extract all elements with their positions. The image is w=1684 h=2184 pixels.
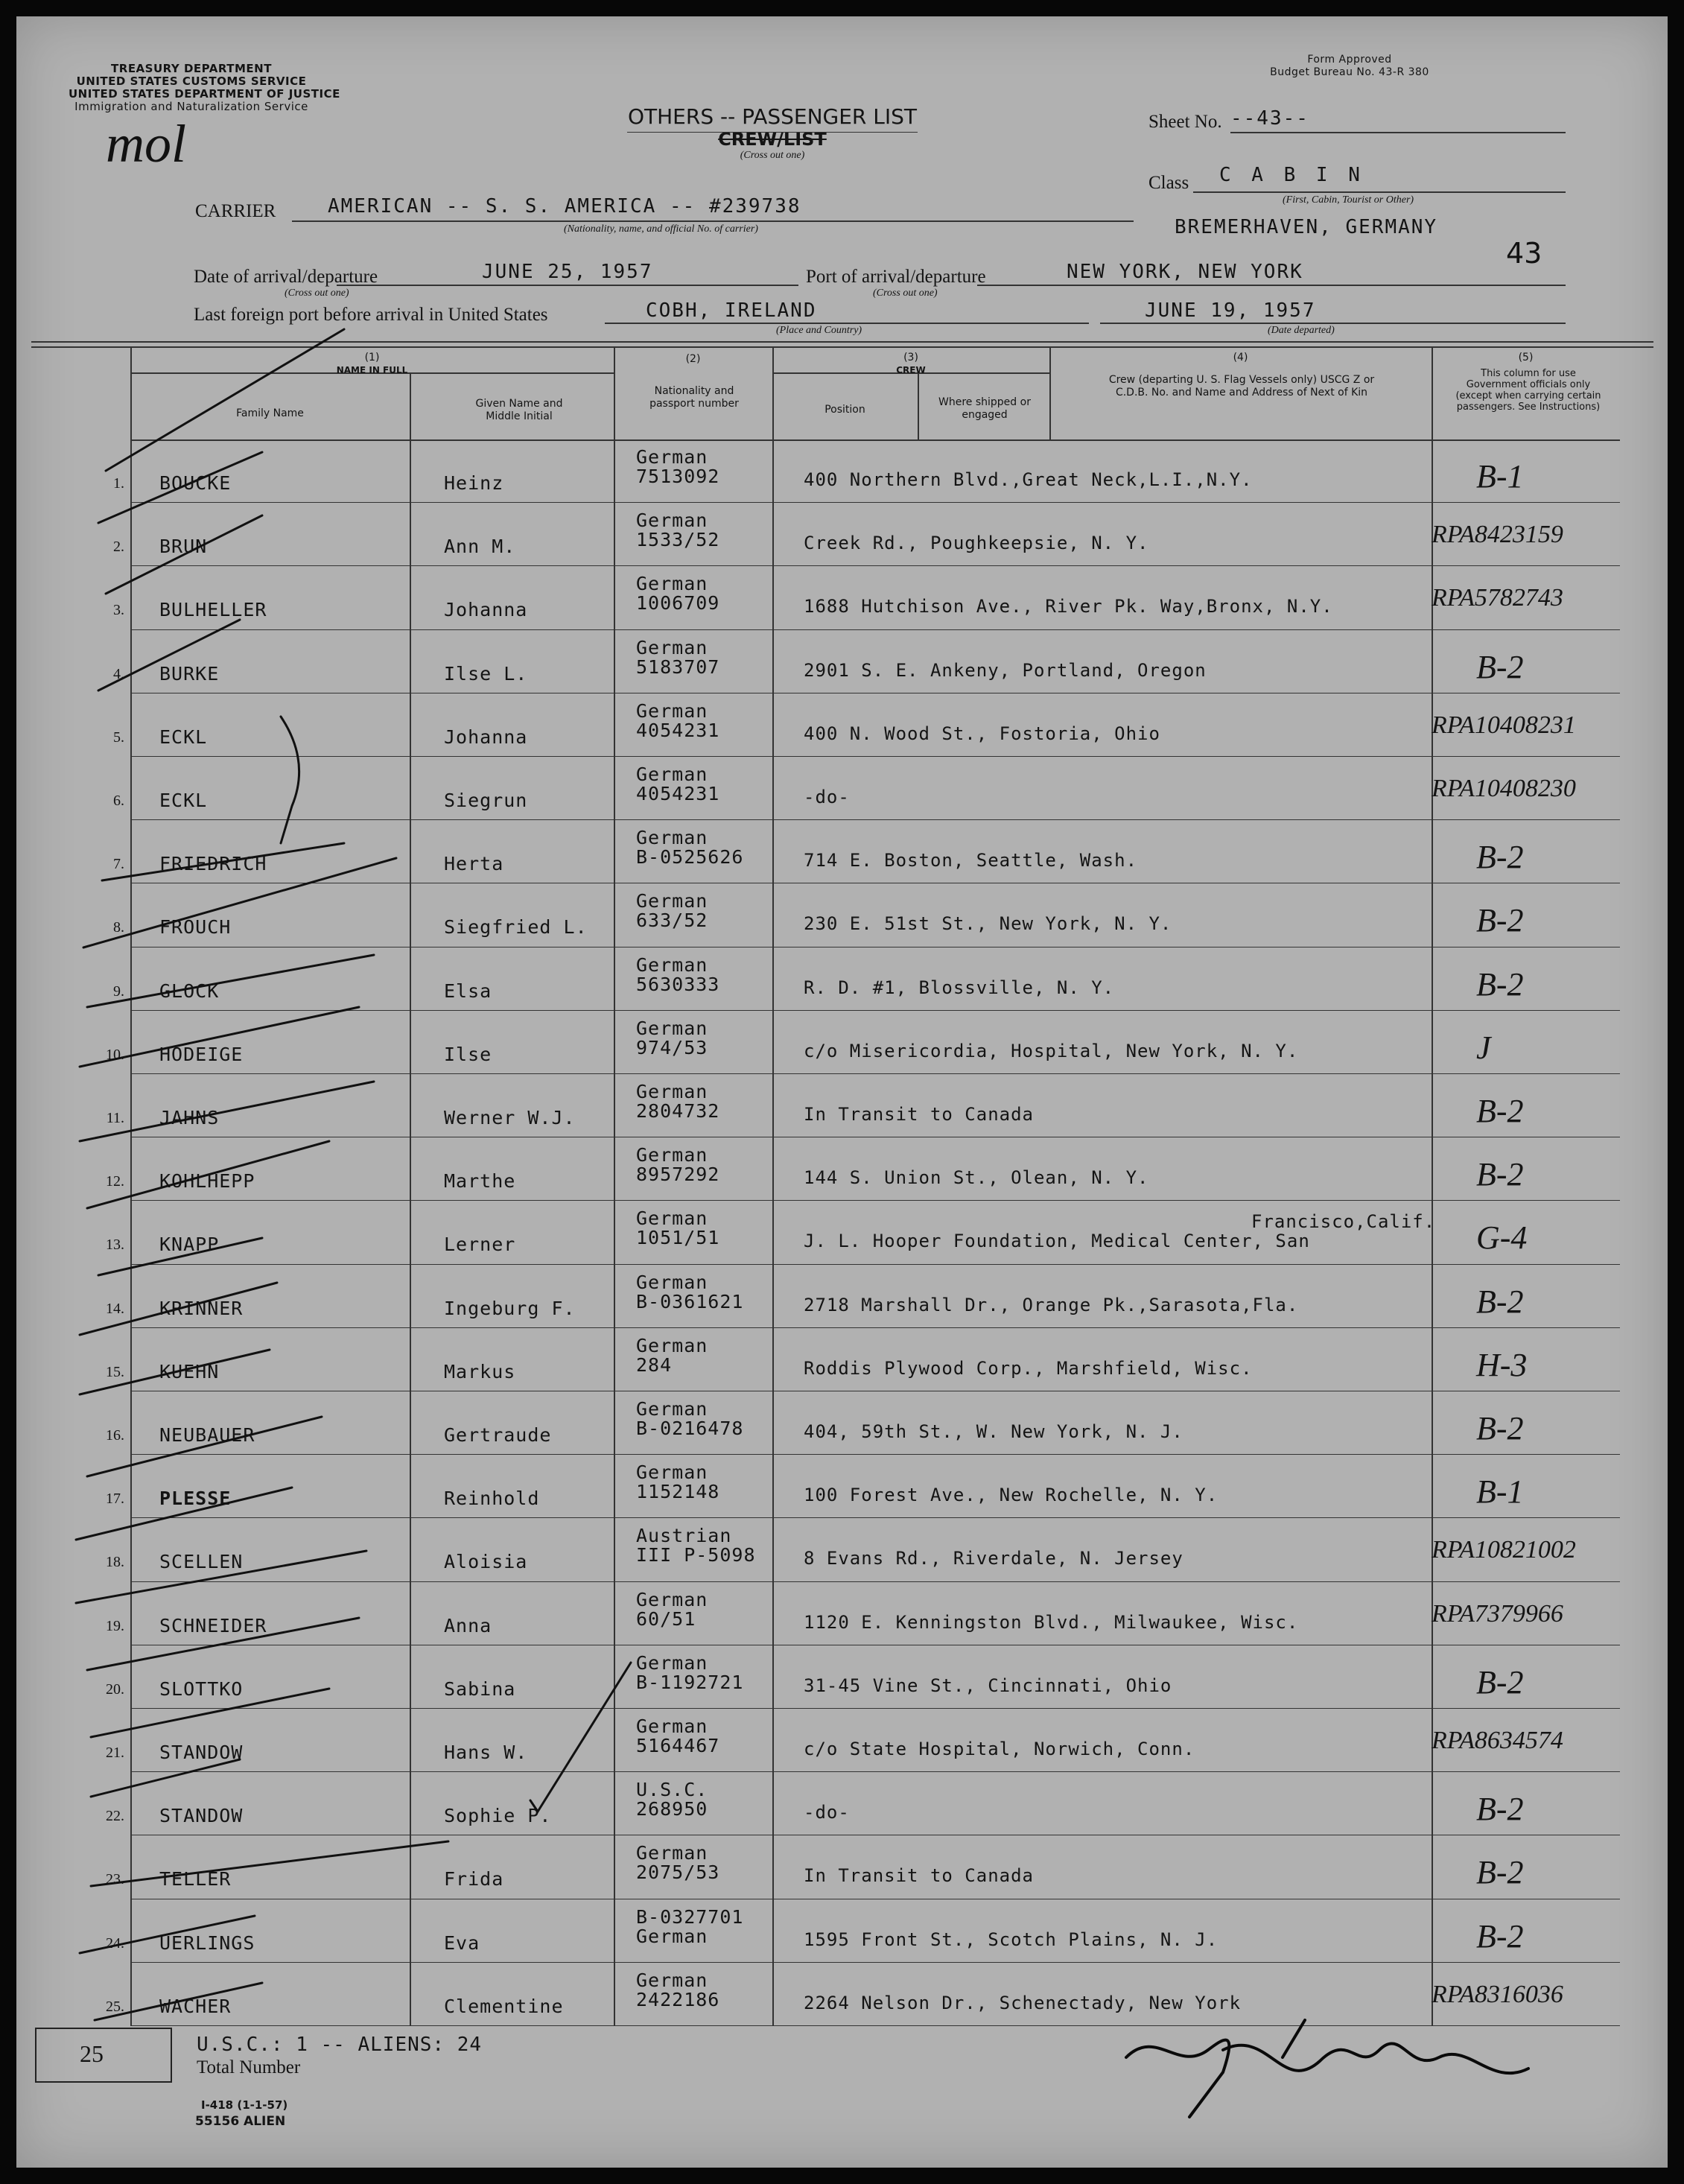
address: 100 Forest Ave., New Rochelle, N. Y.: [804, 1485, 1218, 1506]
address: 2901 S. E. Ankeny, Portland, Oregon: [804, 659, 1207, 681]
given-name: Sabina: [444, 1677, 516, 1700]
visa-code: RPA10821002: [1432, 1536, 1576, 1564]
given-name: Siegfried L.: [444, 916, 588, 939]
row-number: 12.: [106, 1173, 124, 1190]
given-name: Ingeburg F.: [444, 1297, 576, 1319]
passport-number: 1051/51: [636, 1227, 720, 1249]
arrival-date-value: JUNE 25, 1957: [482, 261, 653, 283]
family-name: KRINNER: [159, 1297, 244, 1319]
passport-number: 4054231: [636, 783, 720, 804]
last-port-caption: (Place and Country): [776, 325, 862, 336]
family-name: GLOCK: [159, 980, 220, 1002]
given-name: Aloisia: [444, 1551, 528, 1573]
passport-number: III P-5098: [636, 1544, 756, 1566]
form-id: I-418 (1-1-57): [201, 2098, 288, 2112]
class-label: Class: [1148, 173, 1189, 193]
row-number: 22.: [106, 1808, 124, 1825]
nationality: German: [636, 953, 708, 976]
check-stroke-14: [87, 1417, 322, 1476]
given-name: Elsa: [444, 980, 492, 1002]
given-name: Frida: [444, 1868, 504, 1891]
departure-port-line: BREMERHAVEN, GERMANY: [1175, 216, 1438, 238]
sheet-value: --43--: [1230, 107, 1309, 130]
visa-code: B-2: [1476, 1093, 1524, 1129]
row-number: 8.: [113, 919, 124, 936]
family-name: BOUCKE: [159, 472, 232, 494]
family-name: BULHELLER: [159, 599, 267, 621]
family-name: BURKE: [159, 662, 220, 685]
visa-code: B-2: [1476, 648, 1524, 685]
signature-icon: [1126, 2020, 1528, 2117]
passport-number: B-0361621: [636, 1290, 744, 1312]
given-name: Herta: [444, 853, 504, 875]
arrival-port-label: Port of arrival/departure: [806, 267, 986, 287]
last-port-value: COBH, IRELAND: [646, 299, 817, 322]
col1-num: (1): [364, 352, 380, 364]
row-number: 20.: [106, 1680, 124, 1698]
visa-code: B-1: [1476, 458, 1524, 495]
row-number: 3.: [113, 602, 124, 619]
passport-number: 974/53: [636, 1036, 708, 1058]
family-name: KOHLHEPP: [159, 1170, 255, 1193]
address: J. L. Hooper Foundation, Medical Center, San: [804, 1231, 1310, 1252]
check-stroke-2: [98, 452, 262, 523]
total-box-number: 25: [80, 2040, 104, 2067]
agency-line-4: Immigration and Naturalization Service: [74, 100, 308, 113]
visa-code: J: [1476, 1029, 1491, 1066]
passport-number: 4054231: [636, 719, 720, 741]
visa-code: G-4: [1476, 1219, 1528, 1257]
given-name: Heinz: [444, 472, 504, 494]
last-port-date: JUNE 19, 1957: [1145, 299, 1316, 322]
passport-number: 60/51: [636, 1607, 696, 1630]
form-approval-line-2: Budget Bureau No. 43-R 380: [1270, 66, 1429, 78]
given-name: Johanna: [444, 599, 528, 621]
row-number: 24.: [106, 1934, 124, 1952]
nationality: German: [636, 1969, 708, 1991]
address: Creek Rd., Poughkeepsie, N. Y.: [804, 533, 1149, 554]
passport-number: 5164467: [636, 1735, 720, 1756]
check-stroke-20: [91, 1841, 448, 1886]
visa-code: B-2: [1476, 1663, 1524, 1701]
given-name: Sophie P.: [444, 1805, 552, 1827]
check-stroke-8: [80, 1007, 359, 1067]
nationality: German: [636, 1144, 708, 1166]
handwritten-number: 43: [1506, 237, 1542, 270]
passport-number: 1152148: [636, 1481, 720, 1503]
passport-number: 1006709: [636, 592, 720, 615]
check-stroke-16: [76, 1551, 366, 1603]
passport-number: B-0216478: [636, 1418, 744, 1439]
nationality: German: [636, 1715, 708, 1737]
row-number: 2.: [113, 539, 124, 556]
handwritten-note: mol: [106, 114, 186, 174]
visa-code: B-2: [1476, 1283, 1524, 1320]
address: 230 E. 51st St., New York, N. Y.: [804, 913, 1172, 935]
check-stroke-15: [76, 1488, 292, 1540]
address: Roddis Plywood Corp., Marshfield, Wisc.: [804, 1357, 1253, 1379]
address: 2264 Nelson Dr., Schenectady, New York: [804, 1992, 1242, 2013]
visa-code: RPA7379966: [1432, 1599, 1563, 1628]
row-number: 15.: [106, 1363, 124, 1380]
address: 1688 Hutchison Ave., River Pk. Way,Bronx, N.Y.: [804, 596, 1333, 618]
visa-code: B-2: [1476, 965, 1524, 1003]
nationality: Austrian: [636, 1525, 732, 1547]
row-number: 18.: [106, 1554, 124, 1571]
last-port-label: Last foreign port before arrival in United States: [194, 305, 548, 325]
address: -do-: [804, 1802, 850, 1823]
address: In Transit to Canada: [804, 1865, 1034, 1887]
visa-code: RPA5782743: [1432, 584, 1563, 612]
family-name: ECKL: [159, 726, 208, 748]
nationality: German: [636, 1651, 708, 1674]
given-name: Eva: [444, 1931, 480, 1954]
nationality: German: [636, 699, 708, 722]
visa-code: RPA8634574: [1432, 1727, 1563, 1754]
visa-code: B-1: [1476, 1473, 1524, 1511]
row-number: 1.: [113, 475, 124, 492]
family-name: NEUBAUER: [159, 1424, 255, 1446]
title-caption: (Cross out one): [740, 150, 805, 161]
address: In Transit to Canada: [804, 1104, 1034, 1125]
visa-code: B-2: [1476, 1410, 1524, 1447]
check-stroke-11: [98, 1238, 262, 1275]
col5-num: (5): [1518, 352, 1534, 364]
check-stroke-5: [102, 843, 344, 880]
nationality: German: [636, 1207, 708, 1230]
family-name: STANDOW: [159, 1805, 244, 1827]
last-port-date-caption: (Date departed): [1268, 325, 1335, 336]
visa-code: B-2: [1476, 1917, 1524, 1955]
col4-num: (4): [1233, 352, 1248, 364]
given-name: Hans W.: [444, 1742, 528, 1763]
row-number: 6.: [113, 793, 124, 809]
row-number: 23.: [106, 1871, 124, 1888]
address: c/o Misericordia, Hospital, New York, N. Y.: [804, 1040, 1299, 1061]
row-number: 21.: [106, 1745, 124, 1761]
address: 8 Evans Rd., Riverdale, N. Jersey: [804, 1548, 1183, 1569]
agency-line-3: UNITED STATES DEPARTMENT OF JUSTICE: [69, 87, 340, 101]
address: 400 N. Wood St., Fostoria, Ohio: [804, 723, 1160, 744]
given-name: Lerner: [444, 1234, 516, 1256]
given-name: Ann M.: [444, 536, 516, 558]
address: 404, 59th St., W. New York, N. J.: [804, 1421, 1183, 1442]
visa-code: B-2: [1476, 1854, 1524, 1891]
row-number: 17.: [106, 1491, 124, 1508]
passport-number: B-0525626: [636, 846, 744, 869]
col1-title: NAME IN FULL: [336, 365, 408, 375]
nationality: German: [636, 1398, 708, 1420]
given-name: Markus: [444, 1360, 516, 1383]
family-name: SCHNEIDER: [159, 1614, 267, 1637]
family-name: WACHER: [159, 1995, 232, 2017]
given-name: Clementine: [444, 1995, 564, 2017]
check-stroke-4: [98, 620, 240, 691]
nationality: German: [636, 510, 708, 532]
given-name: Reinhold: [444, 1488, 540, 1510]
family-name: FRIEDRICH: [159, 853, 267, 875]
family-name: PLESSE: [159, 1488, 232, 1510]
check-stroke-13: [80, 1350, 270, 1394]
col2-title: Nationality and passport number: [649, 385, 739, 410]
passport-number: 284: [636, 1353, 673, 1376]
family-name: KNAPP: [159, 1234, 220, 1256]
manifest-sheet: [16, 16, 1668, 2168]
row-number: 14.: [106, 1300, 124, 1317]
title-line-2: CREW/LIST: [718, 129, 827, 150]
address: 2718 Marshall Dr., Orange Pk.,Sarasota,Fla.: [804, 1294, 1299, 1315]
family-name: BRUN: [159, 536, 208, 558]
family-name: STANDOW: [159, 1742, 244, 1763]
passport-number: B-1192721: [636, 1671, 744, 1693]
nationality: German: [636, 890, 708, 912]
col5-title: This column for use Government officials only (except when carrying certain passengers. See Instructions): [1455, 368, 1601, 413]
nationality: German: [636, 1334, 708, 1356]
class-value: C A B I N: [1219, 164, 1364, 186]
carrier-label: CARRIER: [195, 201, 276, 221]
given-name: Marthe: [444, 1170, 516, 1193]
family-name-header: Family Name: [236, 407, 304, 419]
address: 1595 Front St., Scotch Plains, N. J.: [804, 1929, 1218, 1950]
arrival-date-caption: (Cross out one): [285, 288, 349, 299]
arrival-date-label: Date of arrival/departure: [194, 267, 378, 287]
nationality: U.S.C.: [636, 1779, 708, 1801]
row-number: 11.: [106, 1110, 124, 1126]
col3-title: CREW: [896, 365, 926, 375]
row-number: 19.: [106, 1617, 124, 1634]
given-name: Anna: [444, 1614, 492, 1637]
check-stroke-12: [80, 1283, 277, 1335]
given-name: Johanna: [444, 726, 528, 748]
row-number: 9.: [113, 983, 124, 1000]
check-stroke-22: [95, 1983, 262, 2020]
nationality: German: [636, 1081, 708, 1102]
address-continued: Francisco,Calif.: [1251, 1211, 1436, 1233]
passport-number: 2422186: [636, 1988, 720, 2010]
family-name: KUEHN: [159, 1360, 220, 1383]
title-line-1: OTHERS -- PASSENGER LIST: [627, 104, 918, 129]
check-stroke-7: [87, 955, 374, 1007]
sheet-label: Sheet No.: [1148, 112, 1222, 132]
row-number: 7.: [113, 856, 124, 873]
nationality: German: [636, 1588, 708, 1610]
footer-summary: U.S.C.: 1 -- ALIENS: 24: [197, 2034, 483, 2056]
address: 400 Northern Blvd.,Great Neck,L.I.,N.Y.: [804, 469, 1253, 490]
visa-code: RPA10408231: [1432, 711, 1576, 739]
family-name: SCELLEN: [159, 1551, 244, 1573]
shipped-header: Where shipped or engaged: [938, 396, 1031, 421]
col2-num: (2): [685, 353, 701, 365]
passport-number: German: [636, 1925, 708, 1947]
nationality: German: [636, 764, 708, 785]
col3-num: (3): [903, 352, 918, 364]
given-name-header: Given Name and Middle Initial: [475, 398, 563, 422]
passport-number: 268950: [636, 1798, 708, 1820]
nationality: German: [636, 827, 708, 849]
address: c/o State Hospital, Norwich, Conn.: [804, 1739, 1195, 1759]
diagonal-mark: [530, 1663, 631, 1812]
family-name: ECKL: [159, 790, 208, 811]
family-name: HODEIGE: [159, 1043, 244, 1065]
given-name: Ilse: [444, 1043, 492, 1065]
col4-title: Crew (departing U. S. Flag Vessels only) USCG Z or C.D.B. No. and Name and Address of Next of Kin: [1108, 374, 1375, 399]
nationality: German: [636, 1842, 708, 1864]
row-number: 10.: [106, 1046, 124, 1063]
given-name: Gertraude: [444, 1424, 552, 1446]
family-name: SLOTTKO: [159, 1677, 244, 1700]
nationality: German: [636, 1461, 708, 1484]
check-stroke-19: [91, 1759, 240, 1797]
address: -do-: [804, 787, 850, 807]
family-name: FROUCH: [159, 916, 232, 939]
passport-number: 5630333: [636, 973, 720, 995]
passport-number: 2075/53: [636, 1861, 720, 1884]
handwritten-marks: [16, 16, 1668, 2168]
address: 1120 E. Kenningston Blvd., Milwaukee, Wisc.: [804, 1611, 1299, 1633]
passport-number: 8957292: [636, 1164, 720, 1186]
row-number: 13.: [106, 1237, 124, 1254]
row-number: 25.: [106, 1998, 124, 2015]
check-stroke-6: [83, 858, 396, 947]
arrival-port-caption: (Cross out one): [873, 288, 938, 299]
carrier-value: AMERICAN -- S. S. AMERICA -- #239738: [328, 195, 801, 218]
row-number: 16.: [106, 1427, 124, 1444]
family-name: UERLINGS: [159, 1931, 255, 1954]
form-approval-line-1: Form Approved: [1307, 54, 1392, 66]
nationality: B-0327701: [636, 1905, 744, 1928]
visa-code: B-2: [1476, 902, 1524, 939]
nationality: German: [636, 1271, 708, 1293]
given-name: Siegrun: [444, 790, 528, 811]
check-stroke-18: [91, 1689, 329, 1737]
passport-number: 1533/52: [636, 529, 720, 551]
visa-code: B-2: [1476, 1791, 1524, 1828]
visa-code: RPA8316036: [1432, 1980, 1563, 2008]
given-name: Ilse L.: [444, 662, 528, 685]
agency-line-1: TREASURY DEPARTMENT: [111, 62, 272, 75]
nationality: German: [636, 1017, 708, 1039]
bracket-mark: [281, 717, 299, 843]
arrival-port-value: NEW YORK, NEW YORK: [1067, 261, 1303, 283]
address: 31-45 Vine St., Cincinnati, Ohio: [804, 1674, 1172, 1696]
carrier-caption: (Nationality, name, and official No. of carrier): [564, 223, 758, 235]
check-stroke-3: [106, 515, 262, 594]
check-stroke-17: [87, 1618, 359, 1670]
given-name: Werner W.J.: [444, 1107, 576, 1128]
check-stroke-9: [80, 1082, 374, 1141]
position-header: Position: [824, 404, 865, 416]
address: R. D. #1, Blossville, N. Y.: [804, 977, 1115, 998]
check-stroke-10: [87, 1141, 329, 1208]
check-stroke-1: [106, 329, 344, 471]
family-name: JAHNS: [159, 1107, 220, 1128]
address: 714 E. Boston, Seattle, Wash.: [804, 850, 1138, 872]
row-number: 4.: [113, 665, 124, 682]
nationality: German: [636, 446, 708, 468]
passport-number: 633/52: [636, 910, 708, 932]
visa-code: B-2: [1476, 839, 1524, 876]
passport-number: 7513092: [636, 466, 720, 487]
family-name: TELLER: [159, 1868, 232, 1891]
row-number: 5.: [113, 728, 124, 746]
check-stroke-21: [80, 1916, 255, 1953]
passport-number: 2804732: [636, 1100, 720, 1122]
visa-code: H-3: [1476, 1346, 1528, 1383]
visa-code: B-2: [1476, 1156, 1524, 1193]
class-caption: (First, Cabin, Tourist or Other): [1283, 194, 1414, 206]
nationality: German: [636, 573, 708, 595]
passport-number: 5183707: [636, 655, 720, 678]
visa-code: RPA8423159: [1432, 521, 1563, 549]
total-number-label: Total Number: [197, 2057, 301, 2077]
address: 144 S. Union St., Olean, N. Y.: [804, 1167, 1149, 1189]
visa-code: RPA10408230: [1432, 775, 1576, 802]
agency-line-2: UNITED STATES CUSTOMS SERVICE: [76, 74, 307, 88]
nationality: German: [636, 636, 708, 658]
form-alien: 55156 ALIEN: [195, 2114, 286, 2129]
